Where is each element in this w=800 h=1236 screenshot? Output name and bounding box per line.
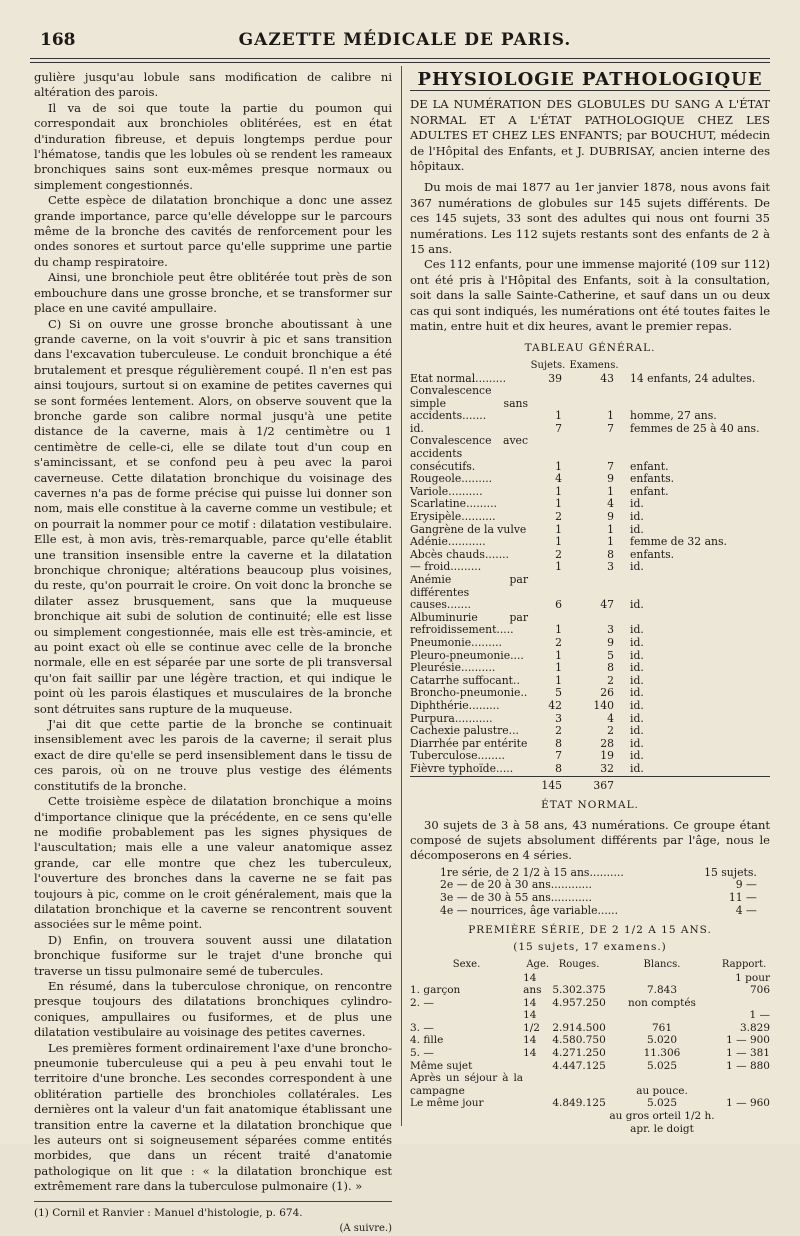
table-cell: 2 [607, 673, 614, 687]
table-cell: 11.306 [643, 1047, 681, 1060]
table-cell: Cachexie palustre... [410, 724, 519, 738]
table-cell: 1 pour 706 [735, 971, 770, 997]
table-cell: 1. garçon [410, 984, 461, 997]
table-cell: Diarrhée par entérite [410, 736, 528, 750]
table-cell: 1 [555, 522, 562, 536]
table-cell: 1 [555, 484, 562, 498]
table-cell [523, 1097, 552, 1110]
paragraph: C) Si on ouvre une grosse bronche aboutissant à une grande caverne, on la voit s'ouvrir à pic et sans transition dans l'excavation tuberculeuse. Le conduit bronchique a été brutalement et presque régulièrement coupé. Il n'en est pas ainsi toujours, surtout si on examine de petites cavernes qui se sont formées lentement. Alors, on observe souvent que la bronche garde son calibre normal jusqu'à une petite distance de la caverne, mais à 1/2 centimètre ou 1 centimètre de celle-ci, elle se dilate tout d'un coup en s'amincissant, et se confond peu à peu avec la paroi caverneuse. Cette dilatation bronchique du voisinage des cavernes n'a pas de forme précise qui puisse lui donner son nom, mais elle constitue à la caverne comme un vestibule; et on pourrait la nommer pour ce motif : dilatation vestibulaire. Elle est, à mon avis, très-remarquable, parce qu'elle établit une transition insensible entre la caverne et la dilatation bronchique chronique; altérations beaucoup plus voisines, du reste, qu'on pourrait le croire. On voit donc la bronche se dilater assez brusquement, sans que la muqueuse bronchique ait subi de solution de continuité; elle est lisse ou simplement congestionnée, mais elle est très-amincie, et au point exact où elle se continue avec celle de la bronche normale, elle en est séparée par une sorte de pli transversal qu'on fait saillir par une légère traction, et qui indique le point où les parois élastiques et musculaires de la bronche sont détruites sans rupture de la muqueuse. [34, 316, 392, 716]
table-cell: 47 [600, 598, 614, 612]
table-cell [620, 776, 770, 792]
table-cell: id. [630, 686, 644, 700]
table-cell: id. [630, 698, 644, 712]
first-series-table [410, 959, 770, 1135]
paragraph: gulière jusqu'au lobule sans modification de calibre ni altération des parois. [34, 70, 392, 100]
table-cell: enfants. [630, 472, 675, 486]
series-cell: 1re série, de 2 1/2 à 15 ans.......... [440, 865, 624, 879]
paragraph: Ces 112 enfants, pour une immense majorité (109 sur 112) ont été pris à l'Hôpital des Enfants, soit à la consultation, soit dans la salle Sainte-Catherine, et sauf dans un ou deux cas qui sont indiqués, les numérations ont été toutes faites le matin, entre huit et dix heures, avant le premier repas. [410, 257, 770, 334]
table-row [410, 536, 770, 549]
col-header: Age. [526, 958, 550, 970]
article-heading: DE LA NUMÉRATION DES GLOBULES DU SANG A L'ÉTAT NORMAL ET A L'ÉTAT PATHOLOGIQUE CHEZ LES ADULTES ET CHEZ LES ENFANTS; par BOUCHUT, médecin de l'Hôpital des Enfants, et J. DUBRISAY, ancien interne des hôpitaux. [410, 97, 770, 174]
table-cell: 1 — 880 [726, 1059, 770, 1072]
series-cell: 11 — [728, 890, 757, 904]
table-cell: 1 [555, 673, 562, 687]
table-cell: 4.957.250 [552, 996, 606, 1009]
paragraph: Les premières forment ordinairement l'axe d'une broncho-pneumonie tuberculeuse qui a peu à peu envahi tout le territoire d'une bronche. Les secondes correspondent à une oblitération partielle des bronchioles collatérales. Les dernières ont la valeur d'un fait anatomique établissant une transition entre la caverne et la dilatation bronchique que les auteurs ont si soigneusement séparées comme entités morbides, que dans un récent traité d'anatomie pathologique on lit que : « la dilatation bronchique est extrêmement rare dans la tuberculose pulmonaire (1). » [34, 1040, 392, 1194]
right-column [410, 70, 770, 1135]
table-cell: 14 [523, 1047, 537, 1060]
col-header: Sujets. [530, 359, 566, 371]
table-cell [523, 1110, 552, 1135]
table-row [410, 1097, 770, 1110]
journal-title: GAZETTE MÉDICALE DE PARIS. [238, 30, 572, 50]
table-row [410, 662, 770, 675]
table-row [410, 637, 770, 650]
table-row [410, 763, 770, 776]
page-header [40, 30, 770, 56]
series-cell: 4e — nourrices, âge variable...... [440, 903, 619, 917]
table-cell: — froid......... [410, 560, 482, 574]
table-row [410, 473, 770, 486]
table-cell: enfant. [630, 484, 669, 498]
table-cell [552, 1110, 605, 1135]
table-cell: non comptés [628, 996, 696, 1009]
paragraph: Du mois de mai 1877 au 1er janvier 1878, nous avons fait 367 numérations de globules sur 145 sujets différents. De ces 145 sujets, 33 sont des adultes qui nous ont fourni 35 numérations. Les 112 sujets restants sont des enfants de 2 à 15 ans. [410, 180, 770, 257]
table-cell: id. [630, 598, 644, 612]
table-cell: 1 [607, 409, 614, 423]
section-title: PHYSIOLOGIE PATHOLOGIQUE [410, 72, 770, 91]
table-cell: id. [630, 522, 644, 536]
left-column [34, 70, 392, 1236]
table-cell: 761 [651, 1021, 673, 1034]
paragraph: Cette troisième espèce de dilatation bronchique a moins d'importance clinique que la précédente, en ce sens qu'elle ne modifie probablement pas les signes physiques de l'auscultation; mais elle a une valeur anatomique assez grande, car elle montre que chez les tuberculeux, l'ouverture des bronches dans la caverne ne se fait pas toujours à pic, comme on le croit généralement, mais que la dilatation bronchique et la caverne se rencontrent souvent associées sur le même point. [34, 794, 392, 932]
table-cell: 32 [600, 761, 614, 775]
col-header: Rouges. [558, 958, 600, 970]
table-total: 145 [528, 776, 568, 792]
table-cell: Broncho-pneumonie.. [410, 686, 528, 700]
series-cell: 2e — de 20 à 30 ans............ [440, 878, 592, 892]
table-cell: id. [630, 510, 644, 524]
table-cell: Adénie........... [410, 535, 486, 549]
table-cell: 9 [607, 510, 614, 524]
table-cell: 1 [555, 459, 562, 473]
table-cell: Albuminurie par refroidissement..... [410, 610, 528, 637]
table-cell: id. [630, 711, 644, 725]
table-cell: Scarlatine......... [410, 497, 497, 511]
table-row [410, 1034, 770, 1047]
table-cell: id. [630, 761, 644, 775]
table-row [410, 972, 770, 997]
table-cell: 5.302.375 [552, 984, 606, 997]
table-cell: 7 [607, 421, 614, 435]
table-cell: Pneumonie......... [410, 635, 502, 649]
table-cell: enfant. [630, 459, 669, 473]
paragraph: Ainsi, une bronchiole peut être oblitérée tout près de son embouchure dans une grosse bronche, et se transformer sur place en une cavité ampullaire. [34, 270, 392, 316]
table-cell: 14 [523, 1034, 537, 1047]
series-cell: 9 — [735, 878, 757, 892]
table-cell: 1 [555, 497, 562, 511]
table-cell: id. [630, 635, 644, 649]
table-cell: Après un séjour à la campagne [410, 1072, 524, 1097]
paragraph: En résumé, dans la tuberculose chronique, on rencontre presque toujours des dilatations bronchiques cylindro-coniques, ampullaires ou fusiformes, et de plus une dilatation vestibulaire au voisinage des petites cavernes. [34, 978, 392, 1040]
table-cell: Même sujet [410, 1059, 473, 1072]
table-cell: 7.843 [646, 984, 678, 997]
table-cell: 9 [607, 635, 614, 649]
table-cell: id. [630, 560, 644, 574]
table-cell [718, 1072, 770, 1097]
table-cell: 8 [607, 547, 614, 561]
series-row [440, 905, 757, 918]
table-cell: 7 [555, 749, 562, 763]
table-cell: Pleuro-pneumonie.... [410, 648, 524, 662]
table-cell: au pouce. [636, 1084, 688, 1097]
col-header: Blancs. [643, 958, 681, 970]
table-cell: 5.025 [646, 1097, 678, 1110]
table-cell: Erysipèle.......... [410, 510, 496, 524]
table-cell: 4 [607, 497, 614, 511]
table-row [410, 435, 770, 473]
table-cell [523, 1072, 552, 1097]
table-cell: enfants. [630, 547, 675, 561]
table-cell: id. [630, 749, 644, 763]
table-row [410, 700, 770, 713]
series-cell: 4 — [735, 903, 757, 917]
general-table [410, 360, 770, 792]
table-cell [718, 1110, 770, 1135]
table-cell: 1 [555, 409, 562, 423]
table-title: TABLEAU GÉNÉRAL. [524, 341, 656, 354]
table-cell: 4.447.125 [552, 1059, 606, 1072]
table-cell: 1 [555, 661, 562, 675]
table-cell: 14 ans [523, 971, 542, 997]
table-cell: id. [410, 421, 424, 435]
table-cell: 5 [555, 686, 562, 700]
table-cell: 5 [607, 648, 614, 662]
table-cell: Fièvre typhoïde..... [410, 761, 514, 775]
table-cell: 1 [555, 535, 562, 549]
table-cell: 6 [555, 598, 562, 612]
paragraph: D) Enfin, on trouvera souvent aussi une dilatation bronchique fusiforme sur le trajet d'une bronche qui traverse un tissu pulmonaire semé de tubercules. [34, 932, 392, 978]
table-cell: 28 [600, 736, 614, 750]
table-row [410, 725, 770, 738]
col-header: Sexe. [452, 958, 481, 970]
table-cell: Etat normal......... [410, 371, 507, 385]
table-cell: Tuberculose........ [410, 749, 505, 763]
table-cell: Catarrhe suffocant.. [410, 673, 520, 687]
first-series-subtitle: (15 sujets, 17 examens.) [513, 940, 667, 953]
first-series-title: PREMIÈRE SÉRIE, DE 2 1/2 A 15 ANS. [468, 924, 712, 937]
table-cell: 4.849.125 [552, 1097, 606, 1110]
table-cell: 14 1/2 [523, 1009, 540, 1034]
to-follow: (A suivre.) [339, 1223, 392, 1235]
table-cell: Diphthérie......... [410, 698, 500, 712]
table-cell: id. [630, 661, 644, 675]
table-cell: homme, 27 ans. [630, 409, 717, 423]
header-rule [30, 58, 770, 59]
table-cell: 43 [600, 371, 614, 385]
table-cell: 14 enfants, 24 adultes. [630, 371, 756, 385]
table-cell: 4.271.250 [552, 1047, 606, 1060]
paragraph: Cette espèce de dilatation bronchique a donc une assez grande importance, parce qu'elle développe sur le parcours même de la bronche des cavités de renforcement pour les ondes sonores et surtout parce qu'elle supprime une partie du champ respiratoire. [34, 193, 392, 269]
table-cell: 1 — 960 [726, 1097, 770, 1110]
table-cell: 26 [600, 686, 614, 700]
table-cell: 39 [548, 371, 562, 385]
paragraph: Il va de soi que toute la partie du poumon qui correspondait aux bronchioles oblitérées, est en état d'induration fibreuse, et depuis longtemps perdue pour l'hématose, tandis que les lobules où se rendent les rameaux bronchiques sains sont eux-mêmes presque normaux ou simplement congestionnés. [34, 100, 392, 192]
table-cell: 1 [555, 560, 562, 574]
table-cell: 9 [607, 472, 614, 486]
table-cell: Convalescence simple sans accidents....... [410, 384, 528, 423]
table-row [410, 1110, 770, 1135]
table-cell: 3 [607, 623, 614, 637]
table-row [410, 1072, 770, 1097]
table-cell: 3. — [410, 1021, 434, 1034]
table-cell [523, 1060, 552, 1073]
table-cell: 7 [555, 421, 562, 435]
table-cell [410, 1110, 523, 1135]
table-cell: Abcès chauds....... [410, 547, 509, 561]
page-number: 168 [40, 30, 76, 50]
column-divider [401, 66, 402, 1126]
table-cell: 2.914.500 [552, 1021, 606, 1034]
table-cell: id. [630, 724, 644, 738]
table-row [410, 1047, 770, 1060]
table-cell: Rougeole......... [410, 472, 493, 486]
table-cell: 8 [555, 736, 562, 750]
normal-title: ÉTAT NORMAL. [541, 799, 639, 812]
table-cell: 5.020 [646, 1034, 678, 1047]
table-cell: Purpura........... [410, 711, 493, 725]
table-cell: id. [630, 648, 644, 662]
table-cell: 2 [555, 510, 562, 524]
table-total-row [410, 776, 770, 792]
table-cell: femmes de 25 à 40 ans. [630, 421, 760, 435]
table-cell: 1 — 900 [726, 1034, 770, 1047]
table-row [410, 511, 770, 524]
series-row [440, 892, 757, 905]
table-cell: 19 [600, 749, 614, 763]
series-cell: 15 sujets. [704, 865, 757, 879]
table-cell: 1 [607, 535, 614, 549]
table-cell: 3 [607, 560, 614, 574]
table-row [410, 1060, 770, 1073]
table-cell: 4. fille [410, 1034, 444, 1047]
table-cell: 42 [548, 698, 562, 712]
table-cell: 1 [607, 522, 614, 536]
table-cell: 1 [555, 648, 562, 662]
table-cell [552, 1072, 605, 1097]
table-cell: 5. — [410, 1047, 434, 1060]
footnote: (1) Cornil et Ranvier : Manuel d'histologie, p. 674. [34, 1201, 392, 1221]
col-header: Rapport. [721, 958, 767, 970]
table-cell: Variole.......... [410, 484, 483, 498]
series-cell: 3e — de 30 à 55 ans............ [440, 890, 592, 904]
table-cell: 2. — [410, 996, 434, 1009]
table-cell: id. [630, 673, 644, 687]
table-row [410, 385, 770, 423]
table-total: 367 [568, 776, 620, 792]
table-cell: au gros orteil 1/2 h. apr. le doigt [609, 1110, 715, 1135]
table-header-row [410, 959, 770, 972]
table-cell: 8 [555, 761, 562, 775]
table-cell: 1 — 381 [726, 1047, 770, 1060]
table-cell: 3 [555, 711, 562, 725]
table-cell: 2 [607, 724, 614, 738]
table-cell: Convalescence avec accidents consécutifs. [410, 434, 528, 473]
table-cell: 7 [607, 459, 614, 473]
table-cell: id. [630, 623, 644, 637]
series-table [440, 867, 757, 917]
paragraph: 30 sujets de 3 à 58 ans, 43 numérations. Ce groupe étant composé de sujets absolument différents par l'âge, nous le décomposerons en 4 séries. [410, 817, 770, 863]
table-cell: 1 [555, 623, 562, 637]
table-cell: 5.025 [646, 1059, 678, 1072]
table-cell: 2 [555, 547, 562, 561]
table-cell [410, 776, 528, 792]
table-cell: Gangrène de la vulve [410, 522, 527, 536]
paragraph: J'ai dit que cette partie de la bronche se continuait insensiblement avec les parois de la caverne; il serait plus exact de dire qu'elle se perd insensiblement dans le tissu de ces parois, où on ne trouve plus vestige des éléments constitutifs de la bronche. [34, 717, 392, 793]
header-rule-2 [30, 62, 770, 63]
table-row [410, 612, 770, 637]
table-cell: 4 [607, 711, 614, 725]
col-header: Examens. [569, 359, 619, 371]
table-row [410, 1009, 770, 1034]
table-cell: 2 [555, 724, 562, 738]
table-cell: 1 — 3.829 [739, 1009, 770, 1034]
table-cell: Pleurésie.......... [410, 661, 496, 675]
table-cell: Anémie par différentes causes....... [410, 573, 528, 612]
table-cell: 1 [607, 484, 614, 498]
table-row [410, 997, 770, 1010]
table-cell: 2 [555, 635, 562, 649]
table-cell: 14 [523, 996, 537, 1009]
table-cell: 140 [593, 698, 614, 712]
table-cell: id. [630, 736, 644, 750]
table-cell: 4 [555, 472, 562, 486]
table-cell: Le même jour [410, 1097, 484, 1110]
table-cell: 8 [607, 661, 614, 675]
table-cell: 4.580.750 [552, 1034, 606, 1047]
table-header-row [410, 360, 770, 373]
table-cell: id. [630, 497, 644, 511]
table-cell: femme de 32 ans. [630, 535, 727, 549]
table-cell [718, 997, 770, 1010]
table-row [410, 574, 770, 612]
